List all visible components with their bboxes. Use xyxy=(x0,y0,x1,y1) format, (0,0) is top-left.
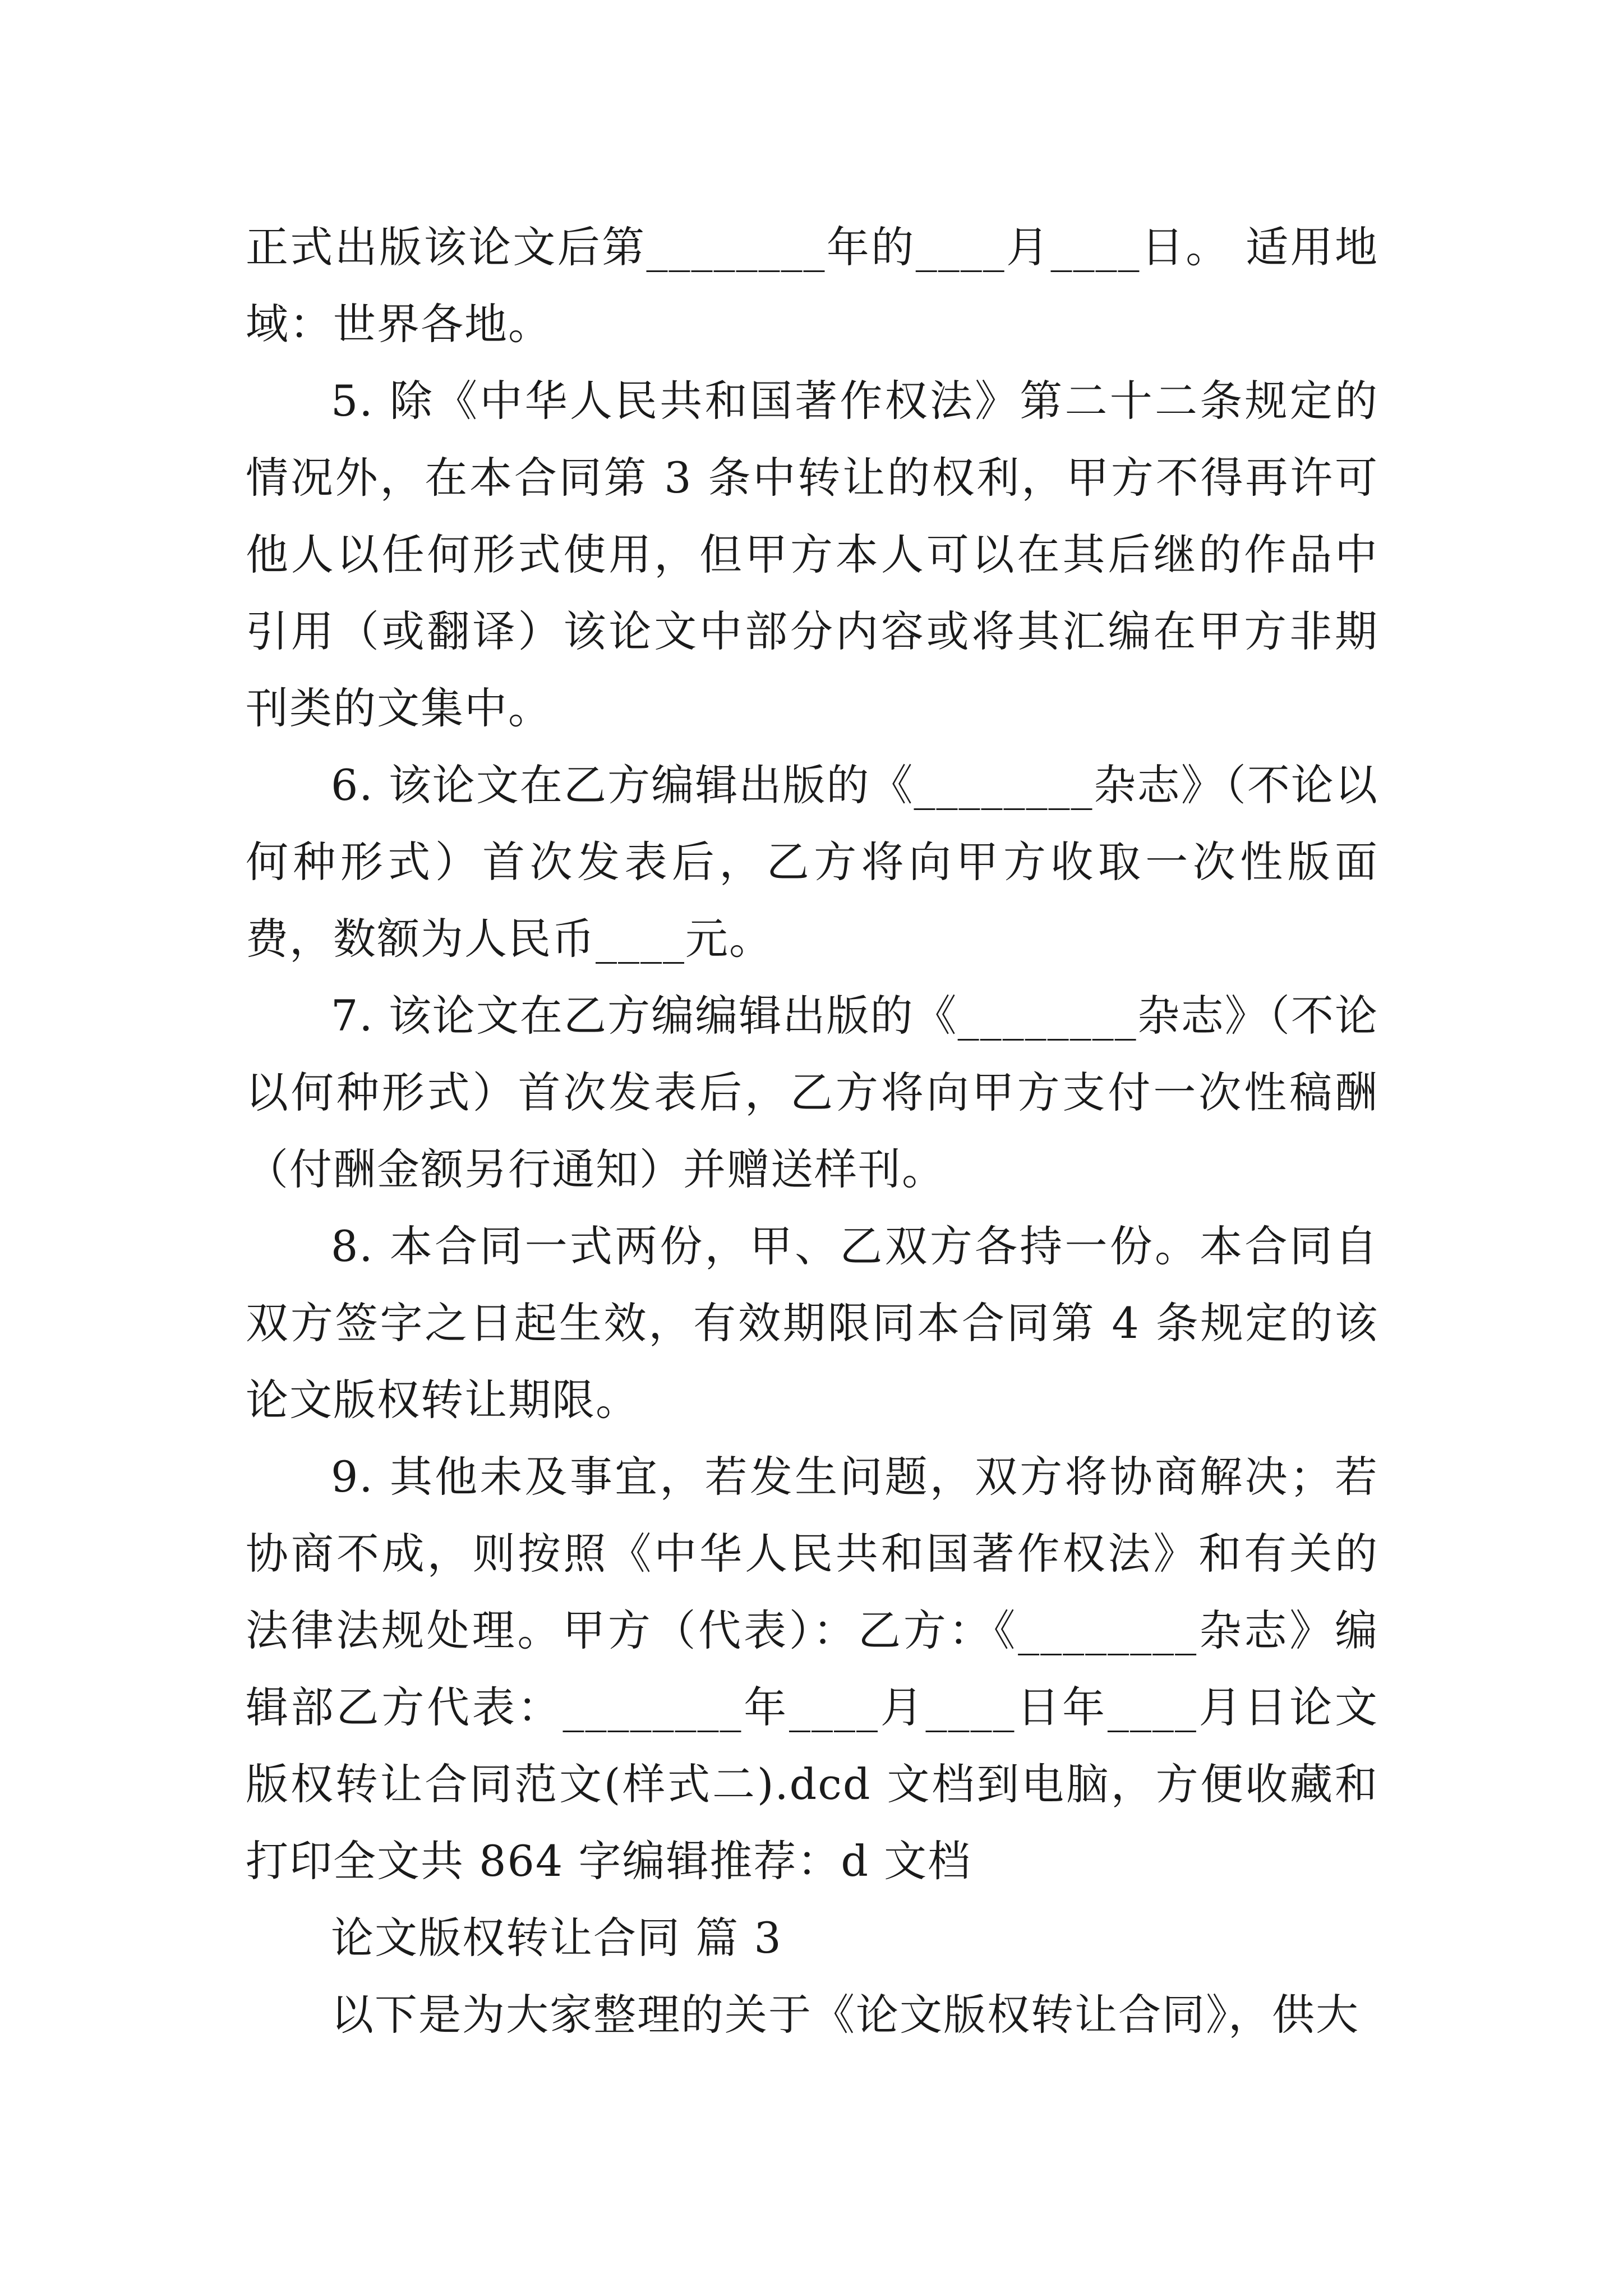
paragraph-term-4-continued: 正式出版该论文后第________年的____月____日。 适用地域：世界各地。 xyxy=(246,222,1378,349)
section-heading: 论文版权转让合同 篇 3 xyxy=(331,1913,782,1963)
paragraph-clause-5: 5. 除《中华人民共和国著作权法》第二十二条规定的情况外，在本合同第 3 条中转让的权利，甲方不得再许可他人以任何形式使用，但甲方本人可以在其后继的作品中引用（或翻译）该论文中部分内容或将其汇编在甲方非期刊类的文集中。 xyxy=(246,376,1378,733)
paragraph-clause-8: 8. 本合同一式两份，甲、乙双方各持一份。本合同自双方签字之日起生效，有效期限同本合同第 4 条规定的该论文版权转让期限。 xyxy=(246,1221,1378,1425)
paragraph-clause-9: 9. 其他未及事宜，若发生问题，双方将协商解决；若协商不成，则按照《中华人民共和国著作权法》和有关的法律法规处理。甲方（代表）：乙方：《________杂志》编辑部乙方代表：________年____月____日年____月日论文版权转让合同范文(样式二).dcd 文档到电脑，方便收藏和打印全文共 864 字编辑推荐：d 文档 xyxy=(246,1452,1378,1886)
document-body xyxy=(246,209,1378,2053)
paragraph-clause-6: 6. 该论文在乙方编辑出版的《________杂志》（不论以何种形式）首次发表后，乙方将向甲方收取一次性版面费，数额为人民币____元。 xyxy=(246,760,1378,964)
paragraph-clause-7: 7. 该论文在乙方编编辑出版的《________杂志》（不论以何种形式）首次发表后，乙方将向甲方支付一次性稿酬（付酬金额另行通知）并赠送样刊。 xyxy=(246,991,1378,1194)
paragraph-intro: 以下是为大家整理的关于《论文版权转让合同》，供大 xyxy=(331,1990,1359,2040)
